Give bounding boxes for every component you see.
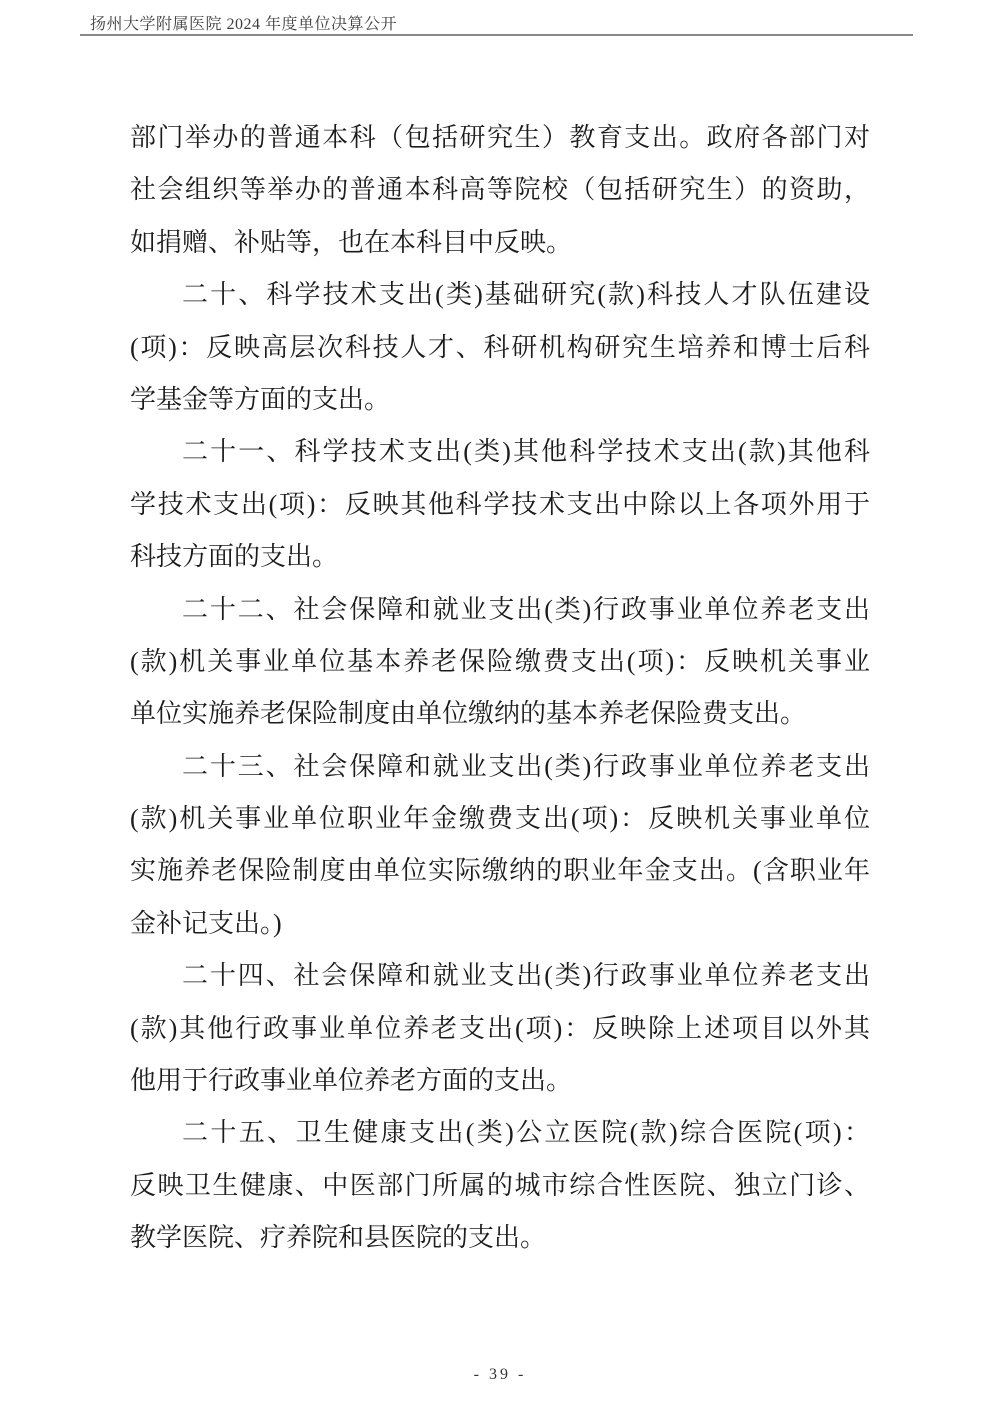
body-text-line: (款)机关事业单位职业年金缴费支出(项)：反映机关事业单位 xyxy=(130,804,870,834)
header-rule xyxy=(80,34,913,36)
body-text-line: 二十一、科学技术支出(类)其他科学技术支出(款)其他科 xyxy=(182,437,870,467)
body-text-line: 如捐赠、补贴等，也在本科目中反映。 xyxy=(130,227,573,257)
page-footer xyxy=(0,1366,1000,1384)
body-text-line: 金补记支出。) xyxy=(130,908,282,938)
body-text-line: 部门举办的普通本科（包括研究生）教育支出。政府各部门对 xyxy=(130,123,870,152)
body-text-line: (款)机关事业单位基本养老保险缴费支出(项)：反映机关事业 xyxy=(130,646,870,676)
body-text-line: 二十二、社会保障和就业支出(类)行政事业单位养老支出 xyxy=(182,594,870,624)
body-text-line: 学技术支出(项)：反映其他科学技术支出中除以上各项外用于 xyxy=(130,489,870,519)
body-text-line: 学基金等方面的支出。 xyxy=(130,384,391,414)
body-text-line: (款)其他行政事业单位养老支出(项)：反映除上述项目以外其 xyxy=(130,1013,870,1043)
body-text-line: 二十四、社会保障和就业支出(类)行政事业单位养老支出 xyxy=(182,961,870,991)
body-text-line: 社会组织等举办的普通本科高等院校（包括研究生）的资助， xyxy=(130,175,870,205)
body-text-line: 科技方面的支出。 xyxy=(130,542,339,572)
body-text-line: 单位实施养老保险制度由单位缴纳的基本养老保险费支出。 xyxy=(130,699,807,729)
body-text-line: 他用于行政事业单位养老方面的支出。 xyxy=(130,1066,573,1096)
body-text-line: 二十五、卫生健康支出(类)公立医院(款)综合医院(项)： xyxy=(182,1118,870,1148)
body-text-line: 反映卫生健康、中医部门所属的城市综合性医院、独立门诊、 xyxy=(130,1170,870,1200)
body-text-line: 二十三、社会保障和就业支出(类)行政事业单位养老支出 xyxy=(182,751,870,781)
body-text-line: (项)：反映高层次科技人才、科研机构研究生培养和博士后科 xyxy=(130,332,870,362)
body-text-line: 二十、科学技术支出(类)基础研究(款)科技人才队伍建设 xyxy=(182,280,870,310)
body-text-line: 教学医院、疗养院和县医院的支出。 xyxy=(130,1223,547,1253)
page-number: - 39 - xyxy=(473,1366,527,1383)
header-title: 扬州大学附属医院 2024 年度单位决算公开 xyxy=(90,16,398,33)
body-text-line: 实施养老保险制度由单位实际缴纳的职业年金支出。(含职业年 xyxy=(130,856,870,886)
document-body xyxy=(130,112,870,1265)
